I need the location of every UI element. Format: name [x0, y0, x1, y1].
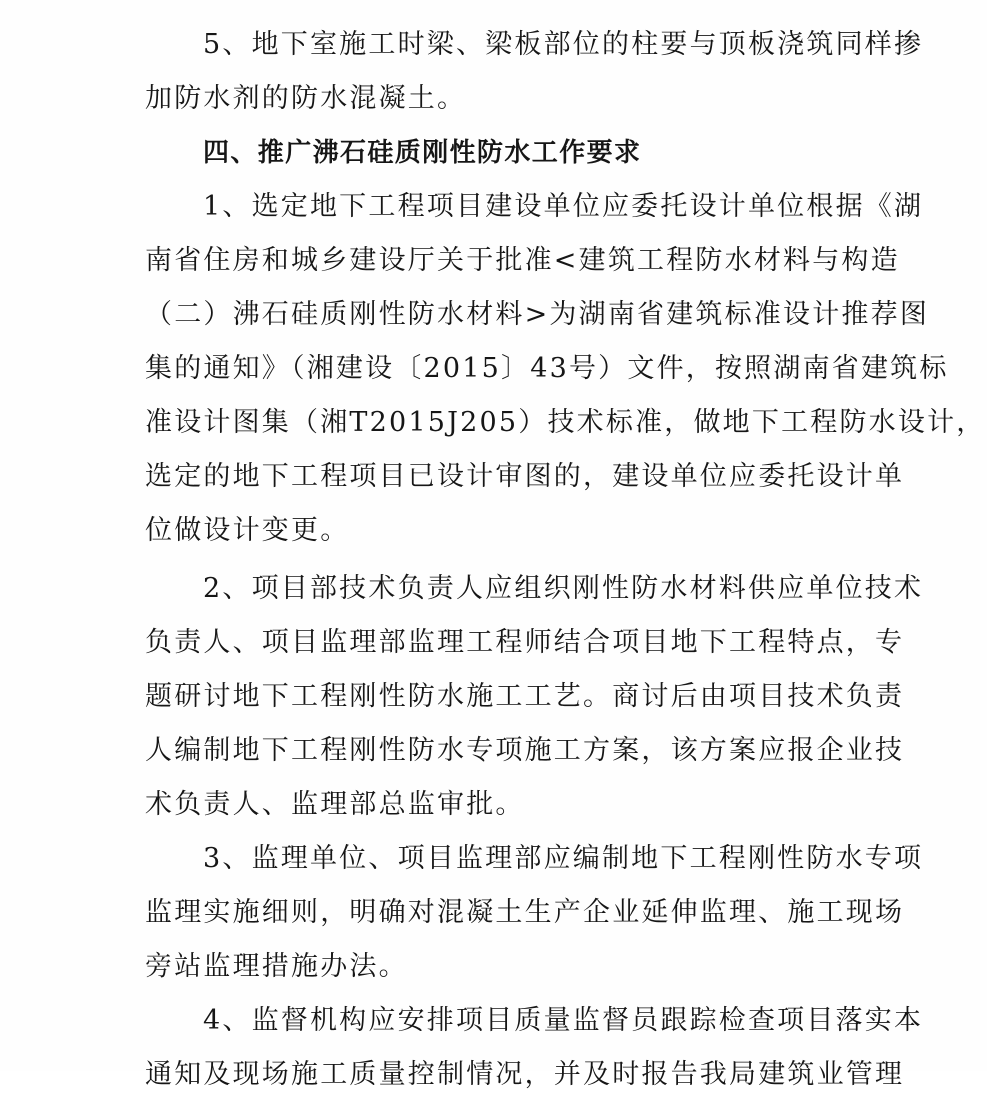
item-5-line-2: 加防水剂的防水混凝土。: [145, 83, 467, 114]
req-1-line-7: 位做设计变更。: [145, 515, 350, 546]
req-1-line-2: 南省住房和城乡建设厅关于批准<建筑工程防水材料与构造: [145, 245, 900, 276]
req-1-line-4: 集的通知》（湘建设〔2015〕43号）文件，按照湖南省建筑标: [145, 353, 949, 384]
req-3-line-1: 3、监理单位、项目监理部应编制地下工程刚性防水专项: [203, 843, 924, 874]
req-4-line-2: 通知及现场施工质量控制情况，并及时报告我局建筑业管理: [145, 1059, 905, 1090]
req-1-line-6: 选定的地下工程项目已设计审图的，建设单位应委托设计单: [145, 461, 905, 492]
item-5-line-1: 5、地下室施工时梁、梁板部位的柱要与顶板浇筑同样掺: [203, 29, 924, 60]
req-1-line-3: （二）沸石硅质刚性防水材料>为湖南省建筑标准设计推荐图: [145, 299, 930, 330]
req-3-line-3: 旁站监理措施办法。: [145, 951, 408, 982]
req-3-line-2: 监理实施细则，明确对混凝土生产企业延伸监理、施工现场: [145, 897, 905, 928]
document-body: [145, 18, 986, 1102]
req-1-line-5: 准设计图集（湘T2015J205）技术标准，做地下工程防水设计，: [145, 407, 986, 438]
req-2-line-1: 2、项目部技术负责人应组织刚性防水材料供应单位技术: [203, 573, 924, 604]
req-2-line-3: 题研讨地下工程刚性防水施工工艺。商讨后由项目技术负责: [145, 681, 905, 712]
req-2-line-2: 负责人、项目监理部监理工程师结合项目地下工程特点，专: [145, 627, 905, 658]
req-1-line-1: 1、选定地下工程项目建设单位应委托设计单位根据《湖: [203, 191, 924, 222]
section-heading-4: 四、推广沸石硅质刚性防水工作要求: [203, 138, 642, 168]
req-4-line-1: 4、监督机构应安排项目质量监督员跟踪检查项目落实本: [203, 1005, 924, 1036]
req-2-line-4: 人编制地下工程刚性防水专项施工方案，该方案应报企业技: [145, 735, 905, 766]
req-2-line-5: 术负责人、监理部总监审批。: [145, 789, 525, 820]
